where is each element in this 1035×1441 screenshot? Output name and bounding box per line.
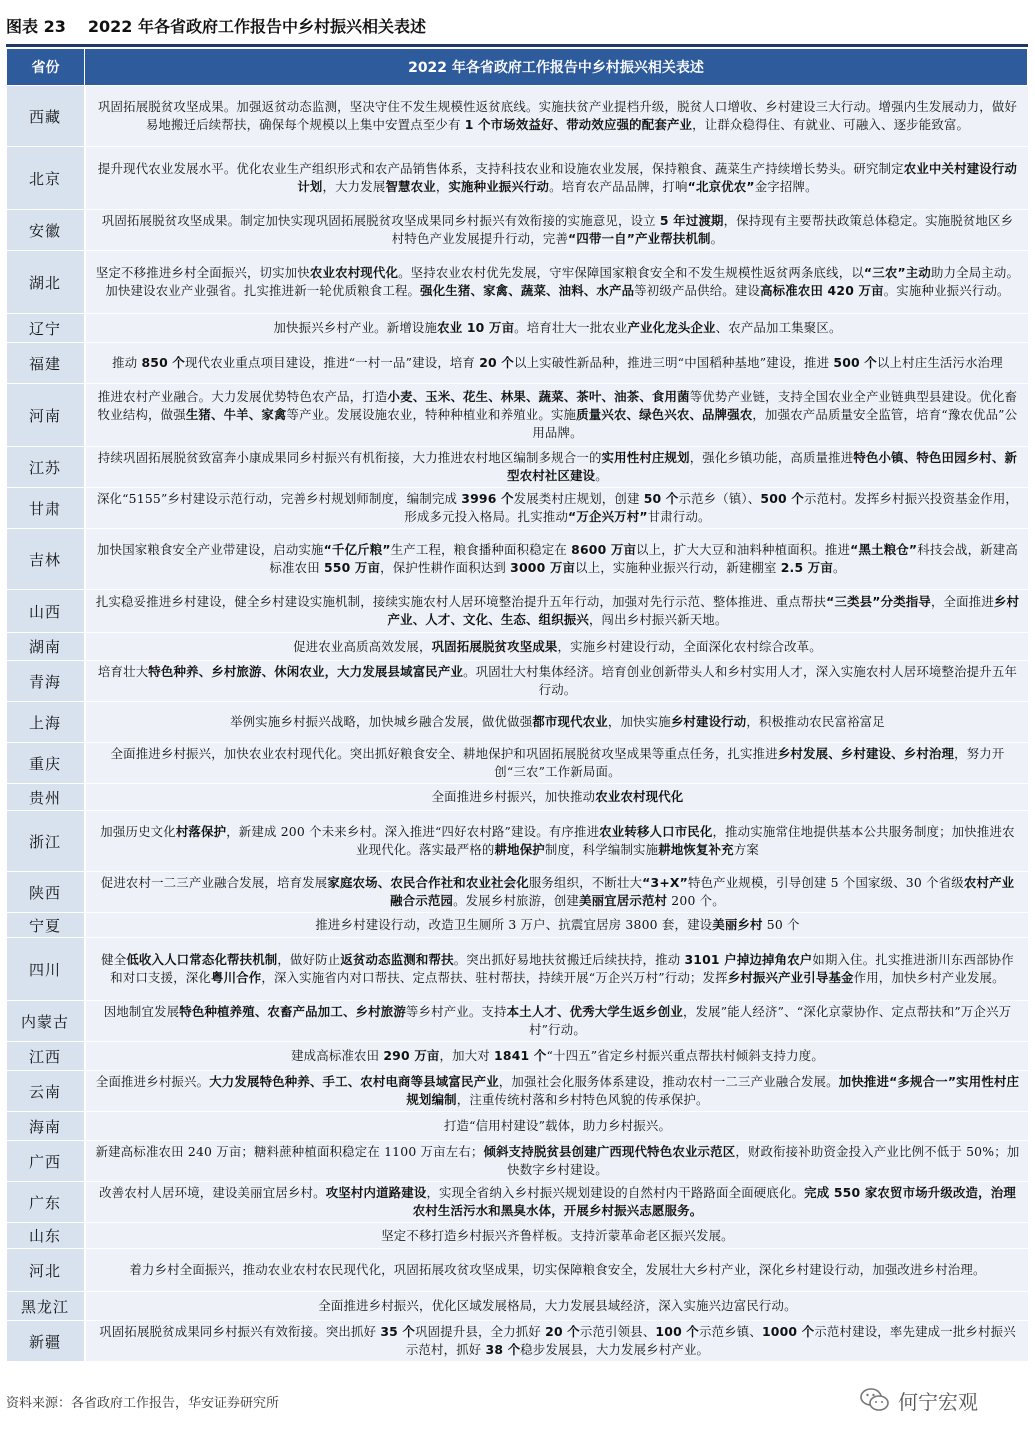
emphasis-text: 20 个	[479, 355, 514, 370]
province-cell: 新疆	[7, 1321, 85, 1362]
statement-cell: 坚定不移推进乡村全面振兴，切实加快农业农村现代化。坚持农业农村优先发展，守牢保障国家粮食安全和不发生规模性返贫两条底线，以“三农”主动助力全局主动。加快建设农业产业强省。扎实推进新一轮优质粮食工程。强化生猪、家禽、蔬菜、油料、水产品等初级产品供给。建设高标准农田 420 万亩。实施种业振兴行动。	[85, 251, 1028, 314]
statement-cell: 着力乡村全面振兴，推动农业农村农民现代化，巩固拓展攻贫攻坚成果，切实保障粮食安全，发展壮大乡村产业，深化乡村建设行动，加强改进乡村治理。	[85, 1249, 1028, 1292]
emphasis-text: 特色种植养殖、农畜产品加工、乡村旅游	[179, 1004, 406, 1019]
emphasis-text: 生猪、牛羊、家禽	[185, 407, 287, 422]
title-rule	[6, 44, 1028, 47]
table-row	[7, 251, 1028, 314]
province-cell: 福建	[7, 343, 85, 384]
statement-cell: 推进农村产业融合。大力发展优势特色农产品，打造小麦、玉米、花生、林果、蔬菜、茶叶、油茶、食用菌等优势产业链，支持全国农业全产业链典型县建设。优化畜牧业结构，做强生猪、牛羊、家禽等产业。发展设施农业，特种种植业和养殖业。实施质量兴农、绿色兴农、品牌强农，加强农产品质量安全监管，培育“豫农优品”公用品牌。	[85, 384, 1028, 447]
emphasis-text: 38 个	[485, 1342, 521, 1357]
emphasis-text: 智慧农业	[385, 179, 436, 194]
province-cell: 贵州	[7, 784, 85, 811]
statement-cell: 加快振兴乡村产业。新增设施农业 10 万亩。培育壮大一批农业产业化龙头企业、农产品加工集聚区。	[85, 314, 1028, 343]
province-cell: 陕西	[7, 872, 85, 913]
emphasis-text: 大力发展特色种养、手工、农村电商等县域富民产业	[209, 1074, 499, 1089]
province-cell: 湖北	[7, 251, 85, 314]
province-cell: 广西	[7, 1141, 85, 1182]
table-row	[7, 210, 1028, 251]
table-row	[7, 872, 1028, 913]
table-row	[7, 702, 1028, 743]
table-row	[7, 1112, 1028, 1141]
emphasis-text: 1841 个	[494, 1048, 547, 1063]
statement-cell: 全面推进乡村振兴，加快推动农业农村现代化	[85, 784, 1028, 811]
table-row	[7, 343, 1028, 384]
emphasis-text: 实用性村庄规划	[601, 450, 690, 465]
emphasis-text: 产业化龙头企业	[627, 320, 716, 335]
table-row	[7, 1223, 1028, 1249]
emphasis-text: 850 个	[141, 355, 186, 370]
emphasis-text: 小麦、玉米、花生、林果、蔬菜、茶叶、油茶、食用菌	[387, 389, 690, 404]
emphasis-text: “三类县”分类指导	[826, 594, 931, 609]
emphasis-text: 8600 万亩	[571, 542, 637, 557]
emphasis-text: “千亿斤粮”	[323, 542, 391, 557]
emphasis-text: 20 个	[545, 1324, 580, 1339]
emphasis-text: 都市现代农业	[532, 714, 608, 729]
emphasis-text: 农业中关村建设行动计划	[297, 161, 1018, 194]
emphasis-text: 返贫动态监测和帮扶	[340, 952, 454, 967]
province-cell: 四川	[7, 938, 85, 1001]
table-row	[7, 147, 1028, 210]
emphasis-text: 特色小镇、特色田园乡村、新型农村社区建设	[507, 450, 1018, 483]
province-cell: 山西	[7, 590, 85, 633]
emphasis-text: 巩固拓展脱贫攻坚成果	[431, 638, 558, 654]
table-row	[7, 529, 1028, 590]
table-row	[7, 633, 1028, 661]
province-cell: 浙江	[7, 811, 85, 872]
figure-title-text: 2022 年各省政府工作报告中乡村振兴相关表述	[87, 17, 426, 36]
statement-cell: 全面推进乡村振兴。大力发展特色种养、手工、农村电商等县域富民产业，加强社会化服务体系建设，推动农村一二三产业融合发展。加快推进“多规合一”实用性村庄规划编制，注重传统村落和乡村特色风貌的传承保护。	[85, 1071, 1028, 1112]
figure-number: 图表 23	[6, 17, 66, 36]
province-cell: 上海	[7, 702, 85, 743]
province-cell: 宁夏	[7, 913, 85, 938]
wechat-icon	[860, 1387, 890, 1413]
table-row	[7, 811, 1028, 872]
province-cell: 西藏	[7, 86, 85, 147]
emphasis-text: 3000 万亩	[510, 560, 576, 575]
emphasis-text: 本土人才、优秀大学生返乡创业	[506, 1004, 683, 1019]
statement-cell: 打造“信用村建设”载体，助力乡村振兴。	[85, 1112, 1028, 1141]
emphasis-text: 强化生猪、家禽、蔬菜、油料、水产品	[420, 283, 635, 298]
emphasis-text: 1000 个	[761, 1324, 815, 1339]
statement-cell: 改善农村人居环境，建设美丽宜居乡村。攻坚村内道路建设，实现全省纳入乡村振兴规划建设的自然村内干路路面全面硬底化。完成 550 家农贸市场升级改造，治理农村生活污水和黑臭水体，开展乡村振兴志愿服务。	[85, 1182, 1028, 1223]
statement-cell: 推进乡村建设行动，改造卫生厕所 3 万户、抗震宜居房 3800 套，建设美丽乡村 50 个	[85, 913, 1028, 938]
watermark	[860, 1380, 1020, 1420]
watermark-text: 何宁宏观	[898, 1389, 978, 1414]
emphasis-text: 高标准农田 420 万亩	[760, 283, 884, 298]
emphasis-text: 乡村振兴产业引导基金	[727, 970, 854, 985]
emphasis-text: 低收入人口常态化帮扶机制	[126, 952, 278, 967]
table-row	[7, 784, 1028, 811]
statement-cell: 加强历史文化村落保护，新建成 200 个未来乡村。深入推进“四好农村路”建设。有序推进农业转移人口市民化，推动实施常住地提供基本公共服务制度；加快推进农业现代化。落实最严格的耕地保护制度，科学编制实施耕地恢复补充方案	[85, 811, 1028, 872]
table-row	[7, 913, 1028, 938]
table-row	[7, 1042, 1028, 1071]
table-row	[7, 447, 1028, 488]
emphasis-text: 3996 个	[461, 491, 514, 506]
province-cell: 海南	[7, 1112, 85, 1141]
header-province: 省份	[7, 49, 85, 86]
province-cell: 江西	[7, 1042, 85, 1071]
emphasis-text: “北京优农”	[687, 179, 755, 194]
emphasis-text: 质量兴农、绿色兴农、品牌强农	[576, 407, 753, 422]
emphasis-text: 550 万亩	[323, 560, 381, 575]
emphasis-text: “三农”主动	[863, 265, 931, 280]
emphasis-text: 290 万亩	[383, 1048, 440, 1063]
emphasis-text: 粤川合作	[211, 970, 262, 985]
table-row	[7, 1071, 1028, 1112]
emphasis-text: 乡村发展、乡村建设、乡村治理	[777, 746, 955, 761]
table-row	[7, 86, 1028, 147]
table-row	[7, 938, 1028, 1001]
province-cell: 云南	[7, 1071, 85, 1112]
emphasis-text: 耕地恢复补充	[658, 842, 734, 857]
statement-cell: 持续巩固拓展脱贫致富奔小康成果同乡村振兴有机衔接，大力推进农村地区编制多规合一的实用性村庄规划，强化乡镇功能，高质量推进特色小镇、特色田园乡村、新型农村社区建设。	[85, 447, 1028, 488]
province-cell: 安徽	[7, 210, 85, 251]
emphasis-text: 农业 10 万亩	[437, 320, 515, 335]
emphasis-text: 村落保护	[175, 824, 227, 839]
table-row	[7, 1292, 1028, 1321]
table-row	[7, 488, 1028, 529]
statement-cell: 建成高标准农田 290 万亩，加大对 1841 个“十四五”省定乡村振兴重点帮扶村倾斜支持力度。	[85, 1042, 1028, 1071]
table-row	[7, 661, 1028, 702]
table-row	[7, 590, 1028, 633]
statement-cell: 巩固拓展脱贫攻坚成果。加强返贫动态监测，坚决守住不发生规模性返贫底线。实施扶贫产业提档升级，脱贫人口增收、乡村建设三大行动。增强内生发展动力，做好易地搬迁后续帮扶，确保每个规模以上集中安置点至少有 1 个市场效益好、带动效应强的配套产业，让群众稳得住、有就业、可融入、逐步能致富。	[85, 86, 1028, 147]
province-cell: 黑龙江	[7, 1292, 85, 1321]
emphasis-text: “万企兴万村”	[568, 509, 648, 524]
statement-cell: 健全低收入人口常态化帮扶机制，做好防止返贫动态监测和帮扶。突出抓好易地扶贫搬迁后续扶持，推动 3101 户掉边掉角农户如期入住。扎实推进浙川东西部协作和对口支援，深化粤川合作，深入实施省内对口帮扶、定点帮扶、驻村帮扶，持续开展“万企兴万村”行动；发挥乡村振兴产业引导基金作用，加快乡村产业发展。	[85, 938, 1028, 1001]
province-cell: 河南	[7, 384, 85, 447]
table-row	[7, 1001, 1028, 1042]
emphasis-text: 加快推进“多规合一”实用性村庄规划编制	[406, 1074, 1020, 1107]
statement-cell: 培育壮大特色种养、乡村旅游、休闲农业，大力发展县域富民产业。巩固壮大村集体经济。培育创业创新带头人和乡村实用人才，深入实施农村人居环境整治提升五年行动。	[85, 661, 1028, 702]
statement-cell: 全面推进乡村振兴，优化区域发展格局，大力发展县域经济，深入实施兴边富民行动。	[85, 1292, 1028, 1321]
statement-cell: 全面推进乡村振兴，加快农业农村现代化。突出抓好粮食安全、耕地保护和巩固拓展脱贫攻坚成果等重点任务，扎实推进乡村发展、乡村建设、乡村治理，努力开创“三农”工作新局面。	[85, 743, 1028, 784]
emphasis-text: 农业农村现代化	[309, 265, 399, 280]
statement-cell: 新建高标准农田 240 万亩；糖料蔗种植面积稳定在 1100 万亩左右；倾斜支持脱贫县创建广西现代特色农业示范区，财政衔接补助资金投入产业比例不低于 50%；加快数字乡村建设。	[85, 1141, 1028, 1182]
statement-cell: 举例实施乡村振兴战略，加快城乡融合发展，做优做强都市现代农业，加快实施乡村建设行动，积极推动农民富裕富足	[85, 702, 1028, 743]
emphasis-text: 美丽乡村	[712, 917, 763, 932]
table-row	[7, 1182, 1028, 1223]
figure-title	[6, 10, 1026, 44]
emphasis-text: 农村产业融合示范园	[390, 875, 1015, 908]
emphasis-text: 100 个	[655, 1324, 699, 1339]
emphasis-text: 美丽宜居示范村	[579, 893, 668, 908]
emphasis-text: 耕地保护	[494, 842, 545, 857]
emphasis-text: “黑土粮仓”	[850, 542, 918, 557]
provinces-table	[6, 48, 1028, 1362]
province-cell: 重庆	[7, 743, 85, 784]
emphasis-text: 农业农村现代化	[595, 789, 684, 804]
statement-cell: 加快国家粮食安全产业带建设，启动实施“千亿斤粮”生产工程，粮食播种面积稳定在 8600 万亩以上，扩大大豆和油料种植面积。推进“黑土粮仓”科技会战，新建高标准农田 550 万亩，保护性耕作面积达到 3000 万亩以上，实施种业振兴行动，新建棚室 2.5 万亩。	[85, 529, 1028, 590]
table-row	[7, 1141, 1028, 1182]
statement-cell: 促进农村一二三产业融合发展，培育发展家庭农场、农民合作社和农业社会化服务组织，不断壮大“3+X”特色产业规模，引导创建 5 个国家级、30 个省级农村产业融合示范园。发展乡村旅游，创建美丽宜居示范村 200 个。	[85, 872, 1028, 913]
province-cell: 辽宁	[7, 314, 85, 343]
table-row	[7, 743, 1028, 784]
statement-cell: 促进农业高质高效发展，巩固拓展脱贫攻坚成果，实施乡村建设行动，全面深化农村综合改革。	[85, 633, 1028, 661]
header-statement: 2022 年各省政府工作报告中乡村振兴相关表述	[85, 49, 1028, 86]
table-header-row	[7, 49, 1028, 86]
table-body	[7, 86, 1028, 1362]
emphasis-text: 35 个	[380, 1324, 416, 1339]
statement-cell: 提升现代农业发展水平。优化农业生产组织形式和农产品销售体系，支持科技农业和设施农业发展，保持粮食、蔬菜生产持续增长势头。研究制定农业中关村建设行动计划，大力发展智慧农业，实施种业振兴行动。培育农产品品牌，打响“北京优农”金字招牌。	[85, 147, 1028, 210]
table-row	[7, 384, 1028, 447]
province-cell: 山东	[7, 1223, 85, 1249]
emphasis-text: 实施种业振兴行动	[448, 179, 550, 194]
province-cell: 内蒙古	[7, 1001, 85, 1042]
emphasis-text: 攻坚村内道路建设	[325, 1185, 427, 1200]
emphasis-text: 完成 550 家农贸市场升级改造，治理农村生活污水和黑臭水体，开展乡村振兴志愿服务。	[412, 1185, 1016, 1218]
emphasis-text: 500 个	[833, 355, 877, 370]
statement-cell: 坚定不移打造乡村振兴齐鲁样板。支持沂蒙革命老区振兴发展。	[85, 1223, 1028, 1249]
province-cell: 江苏	[7, 447, 85, 488]
emphasis-text: 500 个	[760, 491, 804, 506]
statement-cell: 巩固拓展脱贫成果同乡村振兴有效衔接。突出抓好 35 个巩固提升县，全力抓好 20 个示范引领县、100 个示范乡镇、1000 个示范村建设，率先建成一批乡村振兴示范村，抓好 38 个稳步发展县，大力发展乡村产业。	[85, 1321, 1028, 1362]
province-cell: 湖南	[7, 633, 85, 661]
statement-cell: 巩固拓展脱贫攻坚成果。制定加快实现巩固拓展脱贫攻坚成果同乡村振兴有效衔接的实施意见，设立 5 年过渡期，保持现有主要帮扶政策总体稳定。实施脱贫地区乡村特色产业发展提升行动，完善“四带一自”产业帮扶机制。	[85, 210, 1028, 251]
emphasis-text: 5 年过渡期	[659, 213, 724, 228]
emphasis-text: “四带一自”产业帮扶机制	[568, 231, 711, 246]
statement-cell: 扎实稳妥推进乡村建设，健全乡村建设实施机制，接续实施农村人居环境整治提升五年行动，加强对先行示范、整体推进、重点帮扶“三类县”分类指导，全面推进乡村产业、人才、文化、生态、组织振兴，闯出乡村振兴新天地。	[85, 590, 1028, 633]
emphasis-text: 1 个市场效益好、带动效应强的配套产业	[464, 117, 693, 132]
emphasis-text: “3+X”	[642, 875, 688, 890]
table-row	[7, 1321, 1028, 1362]
province-cell: 青海	[7, 661, 85, 702]
statement-cell: 推动 850 个现代农业重点项目建设，推进“一村一品”建设，培育 20 个以上实破性新品种，推进三明“中国稻种基地”建设，推进 500 个以上村庄生活污水治理	[85, 343, 1028, 384]
province-cell: 北京	[7, 147, 85, 210]
table-row	[7, 1249, 1028, 1292]
emphasis-text: 乡村产业、人才、文化、生态、组织振兴	[387, 594, 1020, 627]
table-row	[7, 314, 1028, 343]
statement-cell: 深化“5155”乡村建设示范行动，完善乡村规划师制度，编制完成 3996 个发展类村庄规划，创建 50 个示范乡（镇）、500 个示范村。发挥乡村振兴投资基金作用，形成多元投入格局。扎实推动“万企兴万村”甘肃行动。	[85, 488, 1028, 529]
emphasis-text: 乡村建设行动	[670, 714, 747, 729]
emphasis-text: 家庭农场、农民合作社和农业社会化	[327, 875, 529, 890]
emphasis-text: 特色种养、乡村旅游、休闲农业，大力发展县域富民产业	[148, 664, 464, 679]
province-cell: 甘肃	[7, 488, 85, 529]
province-cell: 河北	[7, 1249, 85, 1292]
source-note: 资料来源：各省政府工作报告，华安证券研究所	[6, 1396, 280, 1411]
emphasis-text: 倾斜支持脱贫县创建广西现代特色农业示范区	[483, 1144, 736, 1159]
emphasis-text: 50 个	[643, 491, 679, 506]
emphasis-text: 农业转移人口市民化	[599, 824, 713, 839]
emphasis-text: 3101 户掉边掉角农户	[684, 952, 813, 967]
province-cell: 吉林	[7, 529, 85, 590]
emphasis-text: 2.5 万亩	[780, 560, 833, 575]
province-cell: 广东	[7, 1182, 85, 1223]
statement-cell: 因地制宜发展特色种植养殖、农畜产品加工、乡村旅游等乡村产业。支持本土人才、优秀大学生返乡创业，发展”能人经济”、“深化京蒙协作、定点帮扶和”万企兴万村”行动。	[85, 1001, 1028, 1042]
